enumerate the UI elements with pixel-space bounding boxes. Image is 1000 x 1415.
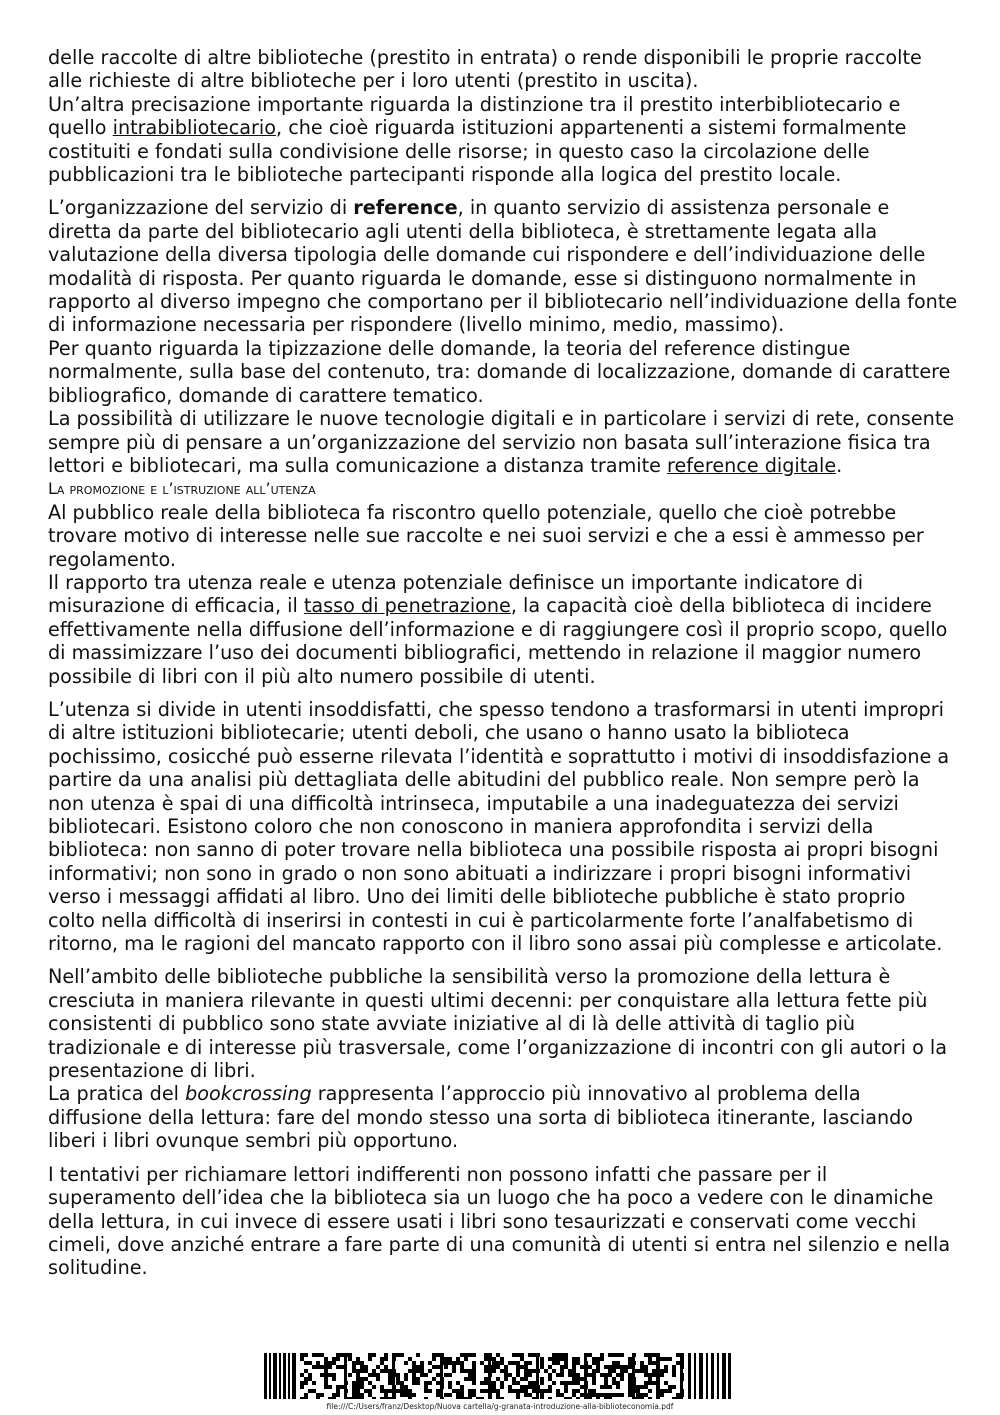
italic-term-bookcrossing: bookcrossing [185,1082,312,1106]
link-intrabibliotecario[interactable]: intrabibliotecario [112,116,277,140]
text-run: La pratica del [48,1082,186,1106]
paragraph-2 [48,93,958,187]
text-run: Un’altra precisazione importante riguarda la distinzione tra il prestito interbibliotecario e quello [48,92,901,140]
text-run: , la capacità cioè della biblioteca di incidere effettivamente nella diffusione dell’informazione e di raggiungere così il proprio scopo, quello di massimizzare l’uso dei documenti bibliografici, mettendo in relazione il maggior numero possibile di libri con il più alto numero possibile di utenti. [48,594,948,688]
paragraph-8: L’utenza si divide in utenti insoddisfatti, che spesso tendono a trasformarsi in utenti impropri di altre istituzioni bibliotecarie; utenti deboli, che usano o hanno usato la biblioteca pochissimo, cosicché può esserne rilevata l’identità e soprattutto i motivi di insoddisfazione a partire da una analisi più dettagliata delle abitudini del pubblico reale. Non sempre però la non utenza è spai di una difficoltà intrinseca, imputabile a una inadeguatezza dei servizi bibliotecari. Esistono coloro che non conoscono in maniera approfondita i servizi della biblioteca: non sanno di poter trovare nella biblioteca una possibile risposta ai propri bisogni informativi; non sono in grado o non sono abituati a indirizzare i propri bisogni informativi verso i messaggi affidati al libro. Uno dei limiti delle biblioteche pubbliche è stato proprio colto nella difficoltà di inserirsi in contesti in cui è particolarmente forte l’analfabetismo di ritorno, ma le ragioni del mancato rapporto con il libro sono assai più complesse e articolate. [48,697,950,956]
paragraph-7 [48,571,958,688]
text-run: L’organizzazione del servizio di [48,196,354,220]
link-tasso-di-penetrazione[interactable]: tasso di penetrazione [303,594,511,618]
document-page [48,46,958,1280]
text-run: La possibilità di utilizzare le nuove tecnologie digitali e in particolare i servizi di rete, consente sempre più di pensare a un’organizzazione del servizio non basata sull’interazione fisica tra lettori e bibliotecari, ma sulla comunicazione a distanza tramite [48,407,955,477]
text-run: Il rapporto tra utenza reale e utenza potenziale definisce un importante indicatore di misurazione di efficacia, il [48,570,864,618]
paragraph-4: Per quanto riguarda la tipizzazione delle domande, la teoria del reference distingue normalmente, sulla base del contenuto, tra: domande di localizzazione, domande di carattere bibliografico, domande di carattere tematico. [48,336,951,407]
paragraph-10 [48,1082,958,1152]
paragraph-1: delle raccolte di altre biblioteche (prestito in entrata) o rende disponibili le proprie raccolte alle richieste di altre biblioteche per i loro utenti (prestito in uscita). [48,46,922,93]
footer-file-path: file:///C:/Users/franz/Desktop/Nuova cartella/g-granata-introduzione-alla-biblioteconomia.pdf [326,1402,674,1411]
text-run: , in quanto servizio di assistenza personale e diretta da parte del bibliotecario agli utenti della biblioteca, è strettamente legata alla valutazione della diversa tipologia delle domande cui rispondere e dell’individuazione delle modalità di risposta. Per quanto riguarda le domande, esse si distinguono normalmente in rapporto al diverso impegno che comportano per il bibliotecario nell’individuazione della fonte di informazione necessaria per rispondere (livello minimo, medio, massimo). [48,196,958,337]
text-run: rappresenta l’approccio più innovativo al problema della diffusione della lettura: fare del mondo stesso una sorta di biblioteca itinerante, lasciando liberi i libri ovunque sembri più opportuno. [48,1082,914,1153]
barcode-icon [264,1353,732,1399]
link-reference-digitale[interactable]: reference digitale [667,453,837,477]
bold-term-reference: reference [353,196,458,220]
paragraph-9: Nell’ambito delle biblioteche pubbliche la sensibilità verso la promozione della lettura è cresciuta in maniera rilevante in questi ultimi decenni: per conquistare alla lettura fette più consistenti di pubblico sono state avviate iniziative al di là delle attività di taglio più tradizionale e di interesse più trasversale, come l’organizzazione di incontri con gli autori o la presentazione di libri. [48,965,948,1083]
section-heading: La promozione e l’istruzione all’utenza [48,479,316,499]
paragraph-11: I tentativi per richiamare lettori indifferenti non possono infatti che passare per il superamento dell’idea che la biblioteca sia un luogo che ha poco a vedere con le dinamiche della lettura, in cui invece di essere usati i libri sono tesaurizzati e conservati come vecchi cimeli, dove anziché entrare a fare parte di una comunità di utenti si entra nel silenzio e nella solitudine. [48,1162,951,1280]
paragraph-5 [48,407,958,477]
text-run: . [836,453,843,477]
paragraph-3 [48,196,958,336]
paragraph-6: Al pubblico reale della biblioteca fa riscontro quello potenziale, quello che cioè potrebbe trovare motivo di interesse nelle sue raccolte e nei suoi servizi e che a essi è ammesso per regolamento. [48,500,924,571]
text-run: , che cioè riguarda istituzioni appartenenti a sistemi formalmente costituiti e fondati sulla condivisione delle risorse; in questo caso la circolazione delle pubblicazioni tra le biblioteche partecipanti risponde alla logica del prestito locale. [48,116,907,187]
